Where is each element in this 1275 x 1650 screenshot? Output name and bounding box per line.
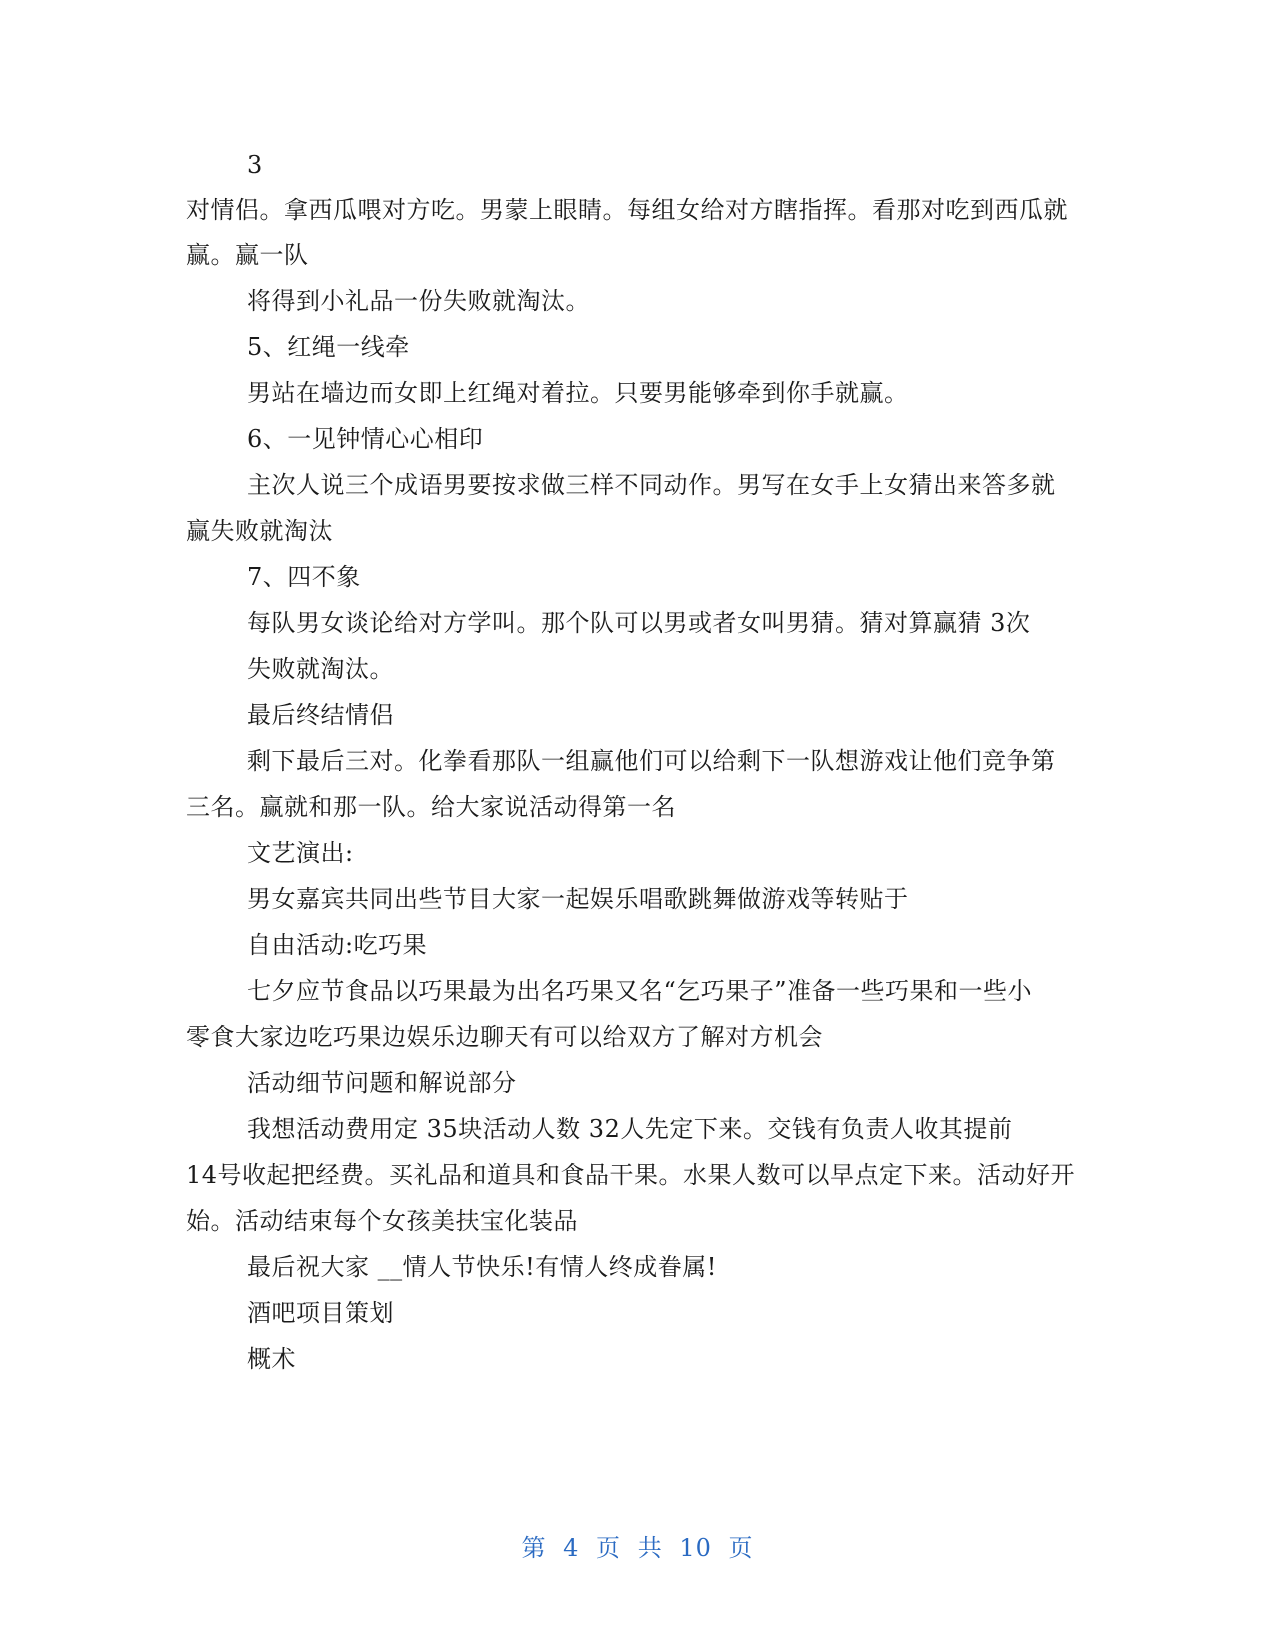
text-line: 赢失败就淘汰	[186, 517, 333, 545]
footer-total-unit: 页	[728, 1534, 754, 1562]
text-line: 零食大家边吃巧果边娱乐边聊天有可以给双方了解对方机会	[186, 1023, 823, 1051]
section-heading: 5、红绳一线牵	[247, 333, 410, 361]
section-heading: 最后终结情侣	[247, 701, 394, 729]
section-heading: 7、四不象	[247, 563, 361, 591]
section-heading: 自由活动:吃巧果	[247, 931, 428, 959]
section-heading: 概术	[247, 1345, 296, 1373]
section-heading: 文艺演出:	[247, 839, 354, 867]
footer-page-unit: 页	[596, 1534, 622, 1562]
footer-total-label: 共	[637, 1534, 663, 1562]
section-heading: 6、一见钟情心心相印	[247, 425, 484, 453]
text-line: 对情侣。拿西瓜喂对方吃。男蒙上眼睛。每组女给对方瞎指挥。看那对吃到西瓜就	[186, 196, 1068, 224]
text-line: 三名。赢就和那一队。给大家说活动得第一名	[186, 793, 676, 821]
footer-page-number: 4	[563, 1534, 580, 1562]
text-line: 每队男女谈论给对方学叫。那个队可以男或者女叫男猜。猜对算赢猜 3次	[247, 609, 1031, 637]
text-line: 14号收起把经费。买礼品和道具和食品干果。水果人数可以早点定下来。活动好开	[186, 1161, 1076, 1189]
text-line: 我想活动费用定 35块活动人数 32人先定下来。交钱有负责人收其提前	[247, 1115, 1013, 1143]
text-line: 剩下最后三对。化拳看那队一组赢他们可以给剩下一队想游戏让他们竞争第	[247, 747, 1056, 775]
section-heading: 酒吧项目策划	[247, 1299, 394, 1327]
footer-total-pages: 10	[679, 1534, 712, 1562]
text-line: 七夕应节食品以巧果最为出名巧果又名“乞巧果子”准备一些巧果和一些小	[247, 977, 1033, 1005]
text-line: 失败就淘汰。	[247, 655, 394, 683]
text-line: 最后祝大家 __情人节快乐!有情人终成眷属!	[247, 1253, 717, 1281]
text-line: 始。活动结束每个女孩美扶宝化装品	[186, 1207, 578, 1235]
text-line: 赢。赢一队	[186, 241, 309, 269]
text-line: 主次人说三个成语男要按求做三样不同动作。男写在女手上女猜出来答多就	[247, 471, 1056, 499]
page-footer	[0, 1531, 1275, 1565]
text-line: 将得到小礼品一份失败就淘汰。	[247, 287, 590, 315]
text-line: 男女嘉宾共同出些节目大家一起娱乐唱歌跳舞做游戏等转贴于	[247, 885, 909, 913]
section-heading: 活动细节问题和解说部分	[247, 1069, 517, 1097]
footer-page-label: 第	[521, 1534, 547, 1562]
text-line: 3	[247, 151, 263, 179]
text-line: 男站在墙边而女即上红绳对着拉。只要男能够牵到你手就赢。	[247, 379, 909, 407]
